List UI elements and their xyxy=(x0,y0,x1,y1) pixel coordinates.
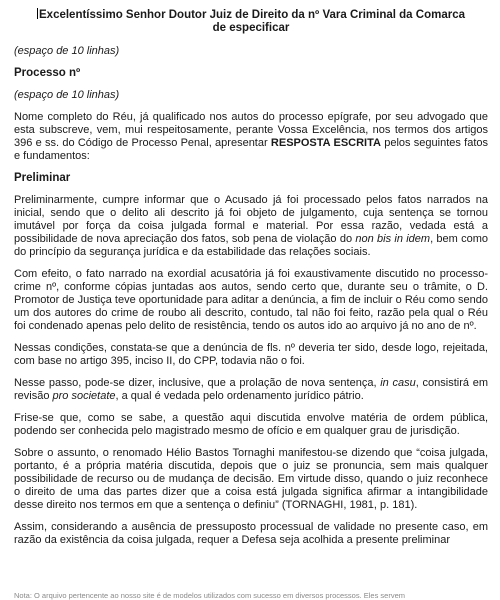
intro-bold-text: RESPOSTA ESCRITA xyxy=(270,137,381,149)
paragraph-2: Com efeito, o fato narrado na exordial acusatória já foi exaustivamente discutido no processo-crime nº, conforme cópias juntadas aos autos, sendo certo que, durante seu o trâmite, o D. Promotor de Justiça teve oportunidade para aditar a denúncia, a fim de incluir o Réu como sendo um dos autores do crime de roubo ali descrito, contudo, tal não foi feito, razão pela qual o Réu foi condenado apenas pelo delito de resistência, tendo os autos ido ao arquivo já no ano de nº. xyxy=(14,268,488,332)
paragraph-3: Nessas condições, constata-se que a denúncia de fls. nº deveria ter sido, desde logo, rejeitada, com base no artigo 395, inciso II, do CPP, todavia não o foi. xyxy=(14,342,488,367)
paragraph-1 xyxy=(14,194,488,259)
footer-note: Nota: O arquivo pertencente ao nosso site é de modelos utilizados com sucesso em diversos processos. Eles servem xyxy=(14,591,406,600)
text-cursor xyxy=(37,8,38,19)
document-title xyxy=(14,8,488,35)
paragraph-1-text-2: , bem como do princípio da segurança jurídica e da estabilidade das relações sociais. xyxy=(14,233,488,258)
intro-text-2: pelos seguintes fatos e fundamentos: xyxy=(14,137,488,162)
intro-text-1: Nome completo do Réu, já qualificado nos autos do processo epígrafe, por seu advogado que esta subscreve, vem, mui respeitosamente, perante Vossa Excelência, nos termos dos artigos 396 e ss. do Código de Processo Penal, apresentar xyxy=(14,111,488,149)
paragraph-4-italic-1: in casu xyxy=(380,377,416,389)
title-line-2: de especificar xyxy=(212,22,290,34)
section-heading-preliminar: Preliminar xyxy=(14,172,71,184)
paragraph-6: Sobre o assunto, o renomado Hélio Bastos Tornaghi manifestou-se dizendo que “coisa julgada, portanto, é a própria matéria discutida, depois que o juiz se pronuncia, sem mais qualquer possibilidade de recurso ou de mudança de decisão. Em virtude disso, quando o juiz reconhece o direito de uma das partes dizer que a coisa está julgada significa afirmar a intangibilidade desse direito nos termos em que a sentença o definiu” (TORNAGHI, 1981, p. 181). xyxy=(14,447,488,511)
document-page xyxy=(14,8,488,556)
title-line-1: Excelentíssimo Senhor Doutor Juiz de Direito da nº Vara Criminal da Comarca xyxy=(39,9,465,21)
spacing-note-1: (espaço de 10 linhas) xyxy=(14,45,120,57)
paragraph-5: Frise-se que, como se sabe, a questão aqui discutida envolve matéria de ordem pública, podendo ser conhecida pelo magistrado mesmo de ofício e em qualquer grau de jurisdição. xyxy=(14,412,488,437)
paragraph-4-text-2: , consistirá em revisão xyxy=(14,377,488,402)
processo-label: Processo nº xyxy=(14,67,81,79)
paragraph-7: Assim, considerando a ausência de pressuposto processual de validade no presente caso, em razão da existência da coisa julgada, requer a Defesa seja acolhida a presente preliminar xyxy=(14,521,488,546)
paragraph-4-text-1: Nesse passo, pode-se dizer, inclusive, que a prolação de nova sentença, xyxy=(14,377,381,389)
paragraph-1-text-1: Preliminarmente, cumpre informar que o Acusado já foi processado pelos fatos narrados na inicial, sendo que o delito ali descrito já foi objeto de julgamento, cuja sentença se tornou imutável por força da coisa julgada formal e material. Por essa razão, vedada está a possibilidade de nova apreciação dos fatos, sob pena de violação do xyxy=(14,194,488,245)
paragraph-4-italic-2: pro societate xyxy=(52,390,116,402)
paragraph-4-text-3: , a qual é vedada pelo ordenamento jurídico pátrio. xyxy=(115,390,364,402)
spacing-note-2: (espaço de 10 linhas) xyxy=(14,89,120,101)
intro-paragraph xyxy=(14,111,488,163)
paragraph-4 xyxy=(14,377,488,403)
paragraph-1-italic: non bis in idem xyxy=(355,233,431,245)
